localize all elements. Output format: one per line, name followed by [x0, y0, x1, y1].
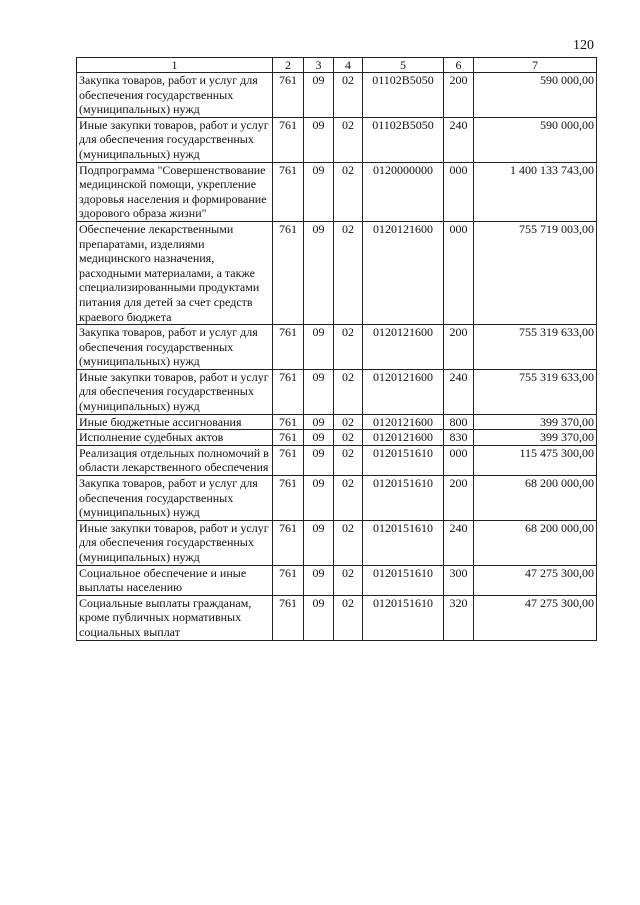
section-code-cell: 09: [304, 414, 334, 430]
section-code-cell: 09: [304, 369, 334, 414]
target-article-cell: 0120121600: [363, 369, 444, 414]
row-name-cell: Иные закупки товаров, работ и услуг для обеспечения государственных (муниципальных) нужд: [77, 520, 273, 565]
subsection-code-cell: 02: [334, 520, 363, 565]
table-row: [77, 162, 597, 221]
admin-code-cell: 761: [273, 414, 304, 430]
admin-code-cell: 761: [273, 369, 304, 414]
row-name-cell: Исполнение судебных актов: [77, 430, 273, 446]
amount-cell: 590 000,00: [474, 117, 597, 162]
subsection-code-cell: 02: [334, 595, 363, 640]
admin-code-cell: 761: [273, 445, 304, 475]
target-article-cell: 0120151610: [363, 595, 444, 640]
subsection-code-cell: 02: [334, 221, 363, 324]
expense-type-cell: 000: [444, 162, 474, 221]
expense-type-cell: 800: [444, 414, 474, 430]
admin-code-cell: 761: [273, 520, 304, 565]
row-name-cell: Обеспечение лекарственными препаратами, изделиями медицинского назначения, расходными материалами, а также специализированными продуктами питания для детей за счет средств краевого бюджета: [77, 221, 273, 324]
header-cell: 3: [304, 58, 334, 73]
row-name-cell: Закупка товаров, работ и услуг для обеспечения государственных (муниципальных) нужд: [77, 325, 273, 370]
amount-cell: 590 000,00: [474, 73, 597, 118]
table-row: [77, 520, 597, 565]
table-row: [77, 414, 597, 430]
table-row: [77, 595, 597, 640]
target-article-cell: 0120121600: [363, 221, 444, 324]
row-name-cell: Подпрограмма "Совершенствование медицинской помощи, укрепление здоровья населения и формирование здорового образа жизни": [77, 162, 273, 221]
target-article-cell: 0120151610: [363, 445, 444, 475]
expense-type-cell: 830: [444, 430, 474, 446]
target-article-cell: 0120151610: [363, 520, 444, 565]
amount-cell: 755 719 003,00: [474, 221, 597, 324]
subsection-code-cell: 02: [334, 445, 363, 475]
row-name-cell: Иные закупки товаров, работ и услуг для обеспечения государственных (муниципальных) нужд: [77, 117, 273, 162]
admin-code-cell: 761: [273, 565, 304, 595]
admin-code-cell: 761: [273, 221, 304, 324]
admin-code-cell: 761: [273, 325, 304, 370]
target-article-cell: 01102В5050: [363, 117, 444, 162]
header-cell: 5: [363, 58, 444, 73]
section-code-cell: 09: [304, 520, 334, 565]
amount-cell: 115 475 300,00: [474, 445, 597, 475]
admin-code-cell: 761: [273, 430, 304, 446]
expense-type-cell: 240: [444, 117, 474, 162]
subsection-code-cell: 02: [334, 117, 363, 162]
subsection-code-cell: 02: [334, 369, 363, 414]
amount-cell: 1 400 133 743,00: [474, 162, 597, 221]
expense-type-cell: 240: [444, 520, 474, 565]
table-row: [77, 476, 597, 521]
subsection-code-cell: 02: [334, 73, 363, 118]
row-name-cell: Закупка товаров, работ и услуг для обеспечения государственных (муниципальных) нужд: [77, 476, 273, 521]
page-number: 120: [573, 38, 594, 53]
target-article-cell: 0120000000: [363, 162, 444, 221]
row-name-cell: Закупка товаров, работ и услуг для обеспечения государственных (муниципальных) нужд: [77, 73, 273, 118]
table-row: [77, 221, 597, 324]
section-code-cell: 09: [304, 117, 334, 162]
table-row: [77, 430, 597, 446]
amount-cell: 399 370,00: [474, 414, 597, 430]
header-cell: 6: [444, 58, 474, 73]
row-name-cell: Социальное обеспечение и иные выплаты населению: [77, 565, 273, 595]
amount-cell: 755 319 633,00: [474, 369, 597, 414]
amount-cell: 47 275 300,00: [474, 595, 597, 640]
expense-type-cell: 240: [444, 369, 474, 414]
expense-type-cell: 200: [444, 325, 474, 370]
row-name-cell: Социальные выплаты гражданам, кроме публичных нормативных социальных выплат: [77, 595, 273, 640]
amount-cell: 68 200 000,00: [474, 476, 597, 521]
expense-type-cell: 300: [444, 565, 474, 595]
header-cell: 1: [77, 58, 273, 73]
amount-cell: 68 200 000,00: [474, 520, 597, 565]
expense-type-cell: 320: [444, 595, 474, 640]
target-article-cell: 0120151610: [363, 565, 444, 595]
expense-type-cell: 000: [444, 445, 474, 475]
expense-type-cell: 000: [444, 221, 474, 324]
subsection-code-cell: 02: [334, 430, 363, 446]
header-cell: 7: [474, 58, 597, 73]
section-code-cell: 09: [304, 445, 334, 475]
section-code-cell: 09: [304, 430, 334, 446]
admin-code-cell: 761: [273, 117, 304, 162]
subsection-code-cell: 02: [334, 162, 363, 221]
subsection-code-cell: 02: [334, 565, 363, 595]
section-code-cell: 09: [304, 221, 334, 324]
section-code-cell: 09: [304, 162, 334, 221]
admin-code-cell: 761: [273, 162, 304, 221]
amount-cell: 399 370,00: [474, 430, 597, 446]
subsection-code-cell: 02: [334, 414, 363, 430]
target-article-cell: 0120121600: [363, 325, 444, 370]
amount-cell: 47 275 300,00: [474, 565, 597, 595]
row-name-cell: Иные закупки товаров, работ и услуг для обеспечения государственных (муниципальных) нужд: [77, 369, 273, 414]
section-code-cell: 09: [304, 325, 334, 370]
row-name-cell: Реализация отдельных полномочий в области лекарственного обеспечения: [77, 445, 273, 475]
table-row: [77, 369, 597, 414]
section-code-cell: 09: [304, 476, 334, 521]
expense-type-cell: 200: [444, 476, 474, 521]
target-article-cell: 0120121600: [363, 414, 444, 430]
subsection-code-cell: 02: [334, 325, 363, 370]
target-article-cell: 0120151610: [363, 476, 444, 521]
section-code-cell: 09: [304, 565, 334, 595]
target-article-cell: 01102В5050: [363, 73, 444, 118]
budget-table: [76, 57, 597, 641]
admin-code-cell: 761: [273, 476, 304, 521]
subsection-code-cell: 02: [334, 476, 363, 521]
table-header-row: [77, 58, 597, 73]
section-code-cell: 09: [304, 73, 334, 118]
target-article-cell: 0120121600: [363, 430, 444, 446]
expense-type-cell: 200: [444, 73, 474, 118]
table-row: [77, 117, 597, 162]
amount-cell: 755 319 633,00: [474, 325, 597, 370]
table-row: [77, 73, 597, 118]
section-code-cell: 09: [304, 595, 334, 640]
table-row: [77, 325, 597, 370]
row-name-cell: Иные бюджетные ассигнования: [77, 414, 273, 430]
admin-code-cell: 761: [273, 73, 304, 118]
header-cell: 2: [273, 58, 304, 73]
table-row: [77, 565, 597, 595]
table-row: [77, 445, 597, 475]
header-cell: 4: [334, 58, 363, 73]
admin-code-cell: 761: [273, 595, 304, 640]
